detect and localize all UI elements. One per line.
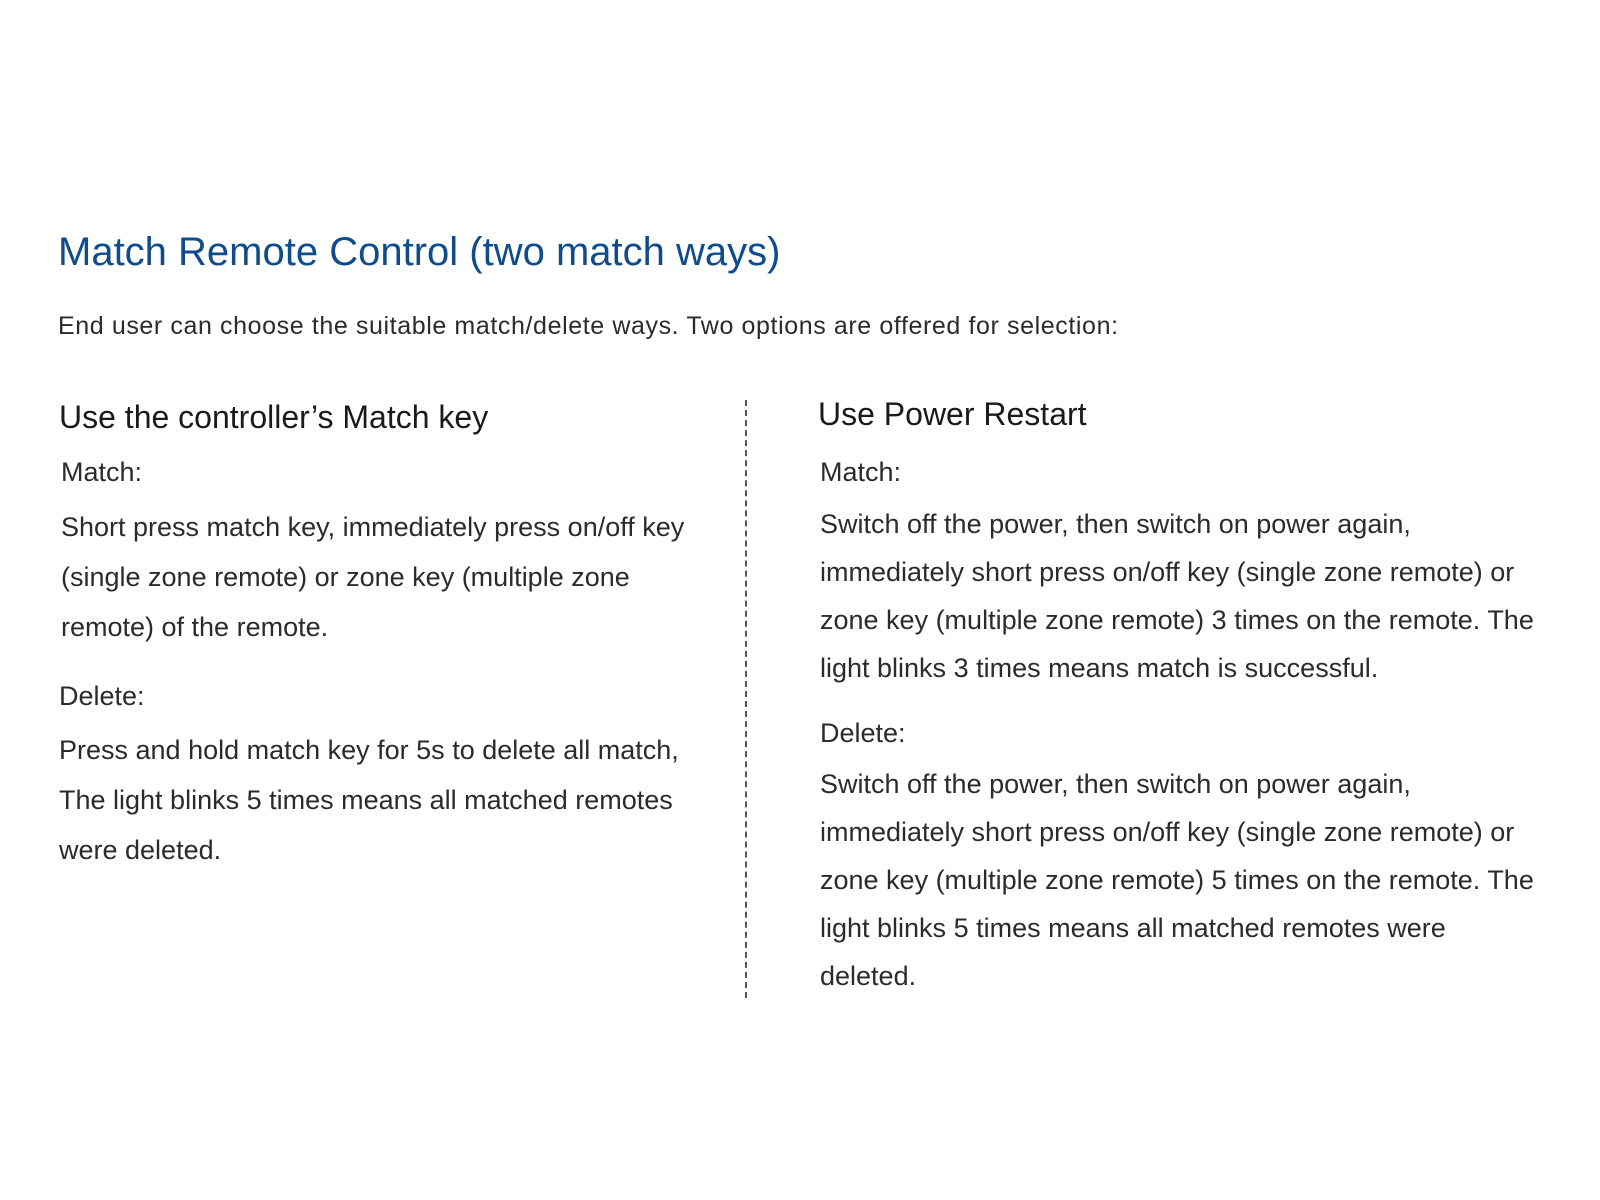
left-match-label: Match: [61, 457, 143, 487]
left-match-text: Short press match key, immediately press on/off key (single zone remote) or zone key (multiple zone remote) of the remote. [61, 512, 685, 642]
right-match-text: Switch off the power, then switch on power again, immediately short press on/off key (single zone remote) or zone key (multiple zone remote) 3 times on the remote. The light blinks 3 times means match is successful. [820, 509, 1534, 683]
column-divider [745, 400, 747, 998]
page-title: Match Remote Control (two match ways) [58, 230, 781, 274]
left-delete-label: Delete: [59, 681, 145, 711]
right-match-label: Match: [820, 457, 902, 487]
left-delete-text: Press and hold match key for 5s to delete all match, The light blinks 5 times means all matched remotes were deleted. [59, 735, 679, 865]
intro-text: End user can choose the suitable match/delete ways. Two options are offered for selection: [58, 312, 1119, 340]
right-delete-label: Delete: [820, 718, 906, 748]
right-column-heading: Use Power Restart [818, 396, 1087, 432]
left-column-heading: Use the controller’s Match key [59, 399, 489, 435]
right-delete-text: Switch off the power, then switch on power again, immediately short press on/off key (single zone remote) or zone key (multiple zone remote) 5 times on the remote. The light blinks 5 times means all matched remotes were deleted. [820, 769, 1534, 991]
